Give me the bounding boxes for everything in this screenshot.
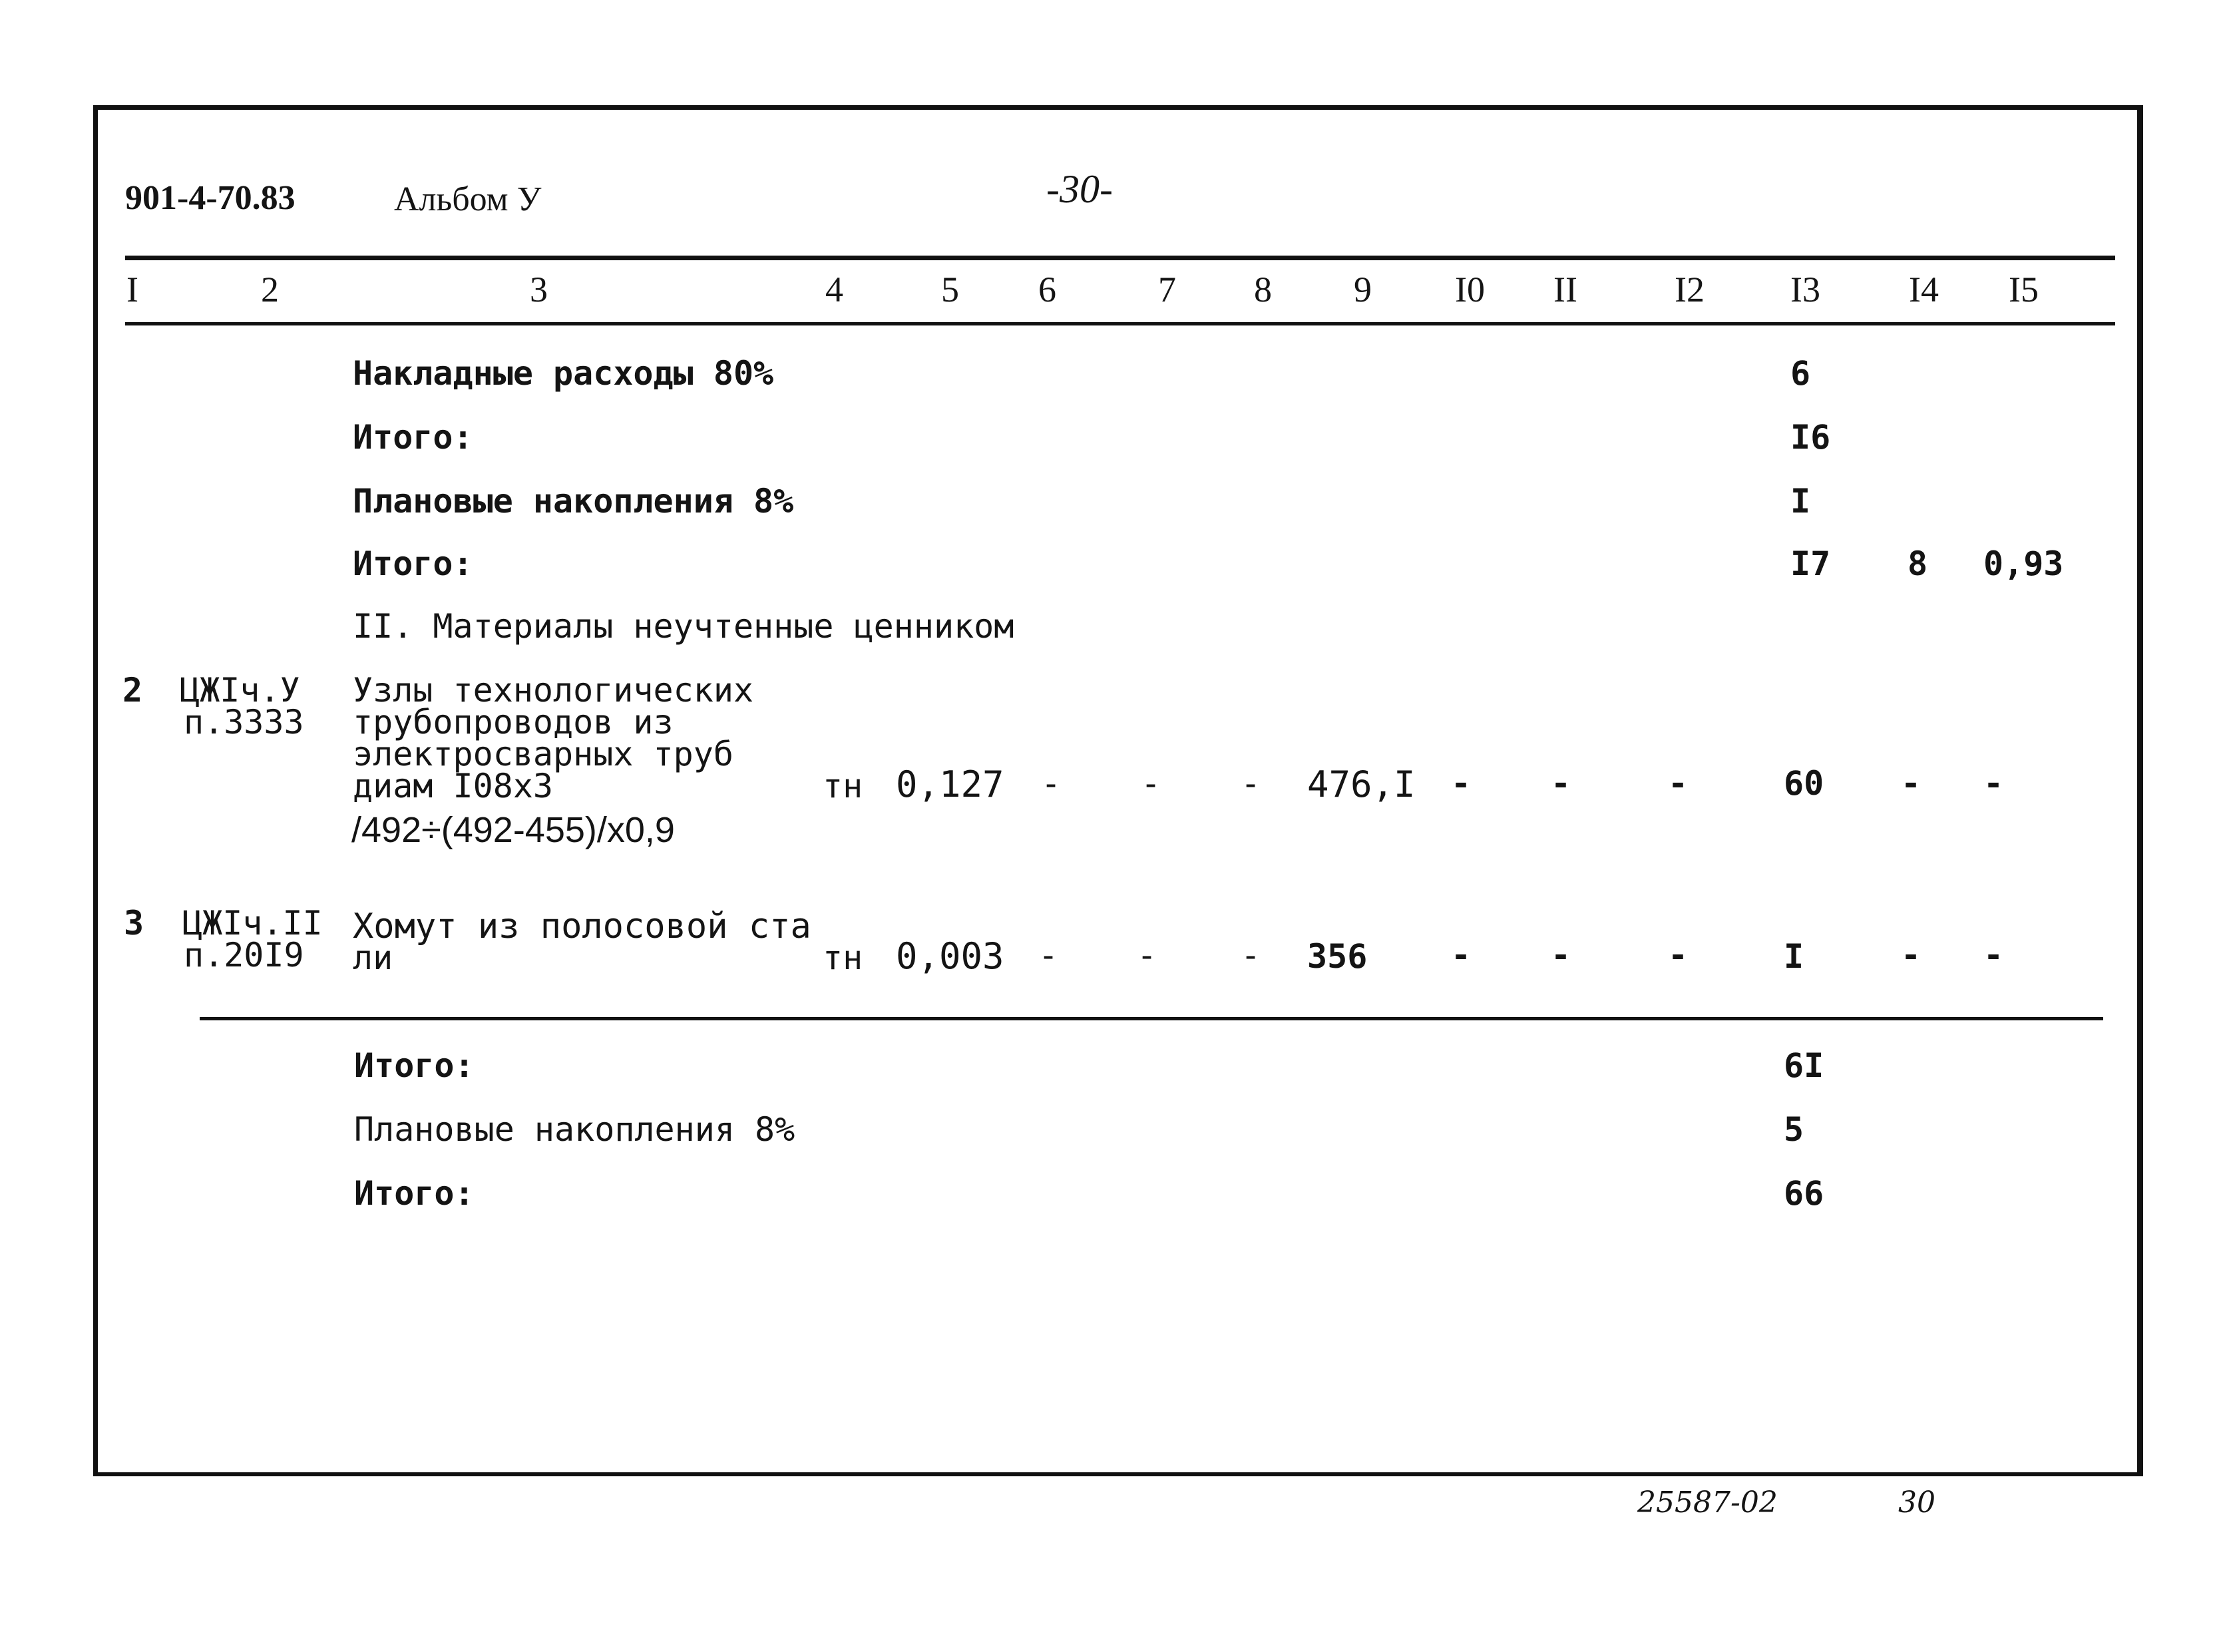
item-2-price: 476,I bbox=[1307, 763, 1416, 805]
col-7: 7 bbox=[1158, 270, 1176, 310]
overhead-label: Накладные расходы 80% bbox=[353, 354, 774, 393]
col-11: II bbox=[1553, 270, 1577, 310]
item-2-c7: - bbox=[1141, 764, 1161, 803]
col-12: I2 bbox=[1675, 270, 1705, 310]
subtotal-1-label: Итого: bbox=[353, 418, 473, 457]
item-2-c8: - bbox=[1241, 764, 1261, 803]
item-2-c15: - bbox=[1983, 764, 2004, 803]
col-9: 9 bbox=[1354, 270, 1372, 310]
col-14: I4 bbox=[1909, 270, 1939, 310]
subtotal-4-c13: 66 bbox=[1784, 1174, 1824, 1213]
subtotal-2-c14: 8 bbox=[1908, 544, 1928, 583]
item-3-qty: 0,003 bbox=[896, 935, 1004, 977]
item-2-code-line2: п.3333 bbox=[184, 703, 304, 741]
overhead-c13: 6 bbox=[1790, 354, 1811, 393]
item-2-c14: - bbox=[1901, 764, 1921, 803]
item-3-c10: - bbox=[1451, 936, 1472, 974]
item-3-unit: тн bbox=[823, 938, 863, 977]
item-2-unit: тн bbox=[823, 767, 863, 805]
subtotal-4-label: Итого: bbox=[354, 1174, 475, 1213]
item-2-desc-line2: трубопроводов из bbox=[353, 703, 674, 741]
item-3-price: 356 bbox=[1307, 937, 1368, 976]
col-2: 2 bbox=[261, 270, 279, 310]
item-3-c6: - bbox=[1038, 936, 1059, 974]
inventory-number: 25587-02 bbox=[1637, 1486, 1778, 1520]
item-3-c12: - bbox=[1668, 936, 1689, 974]
item-2-desc-line1: Узлы технологических bbox=[353, 671, 754, 710]
item-3-code-line2: п.20I9 bbox=[184, 936, 304, 974]
col-1: I bbox=[126, 270, 138, 310]
col-3: 3 bbox=[530, 270, 548, 310]
col-8: 8 bbox=[1254, 270, 1272, 310]
items-rule bbox=[200, 1017, 2103, 1020]
col-6: 6 bbox=[1038, 270, 1056, 310]
item-2-formula: /492÷(492-455)/x0,9 bbox=[351, 810, 675, 850]
col-5: 5 bbox=[941, 270, 959, 310]
col-4: 4 bbox=[825, 270, 843, 310]
item-3-total: I bbox=[1784, 937, 1804, 976]
planned-savings-1-label: Плановые накопления 8% bbox=[353, 482, 794, 520]
album-label: Альбом У bbox=[394, 180, 542, 218]
subtotal-3-label: Итого: bbox=[354, 1046, 475, 1085]
subtotal-2-c15: 0,93 bbox=[1983, 544, 2064, 583]
section-title: II. Материалы неучтенные ценником bbox=[353, 607, 1014, 646]
item-3-c15: - bbox=[1983, 936, 2004, 974]
item-3-desc-line1: Хомут из полосовой ста bbox=[353, 907, 811, 946]
planned-savings-2-c13: 5 bbox=[1784, 1110, 1804, 1149]
item-2-c11: - bbox=[1551, 764, 1571, 803]
item-2-qty: 0,127 bbox=[896, 763, 1004, 805]
item-2-desc-line4: диам I08x3 bbox=[353, 767, 554, 805]
item-3-desc-line2: ли bbox=[353, 938, 393, 977]
item-2-c12: - bbox=[1668, 764, 1689, 803]
subtotal-3-c13: 6I bbox=[1784, 1046, 1824, 1085]
header-rule bbox=[125, 256, 2115, 260]
col-15: I5 bbox=[2009, 270, 2039, 310]
item-3-c8: - bbox=[1241, 936, 1261, 974]
col-10: I0 bbox=[1455, 270, 1485, 310]
planned-savings-1-c13: I bbox=[1790, 482, 1811, 520]
item-2-num: 2 bbox=[122, 671, 143, 710]
column-numbers-rule bbox=[125, 322, 2115, 325]
subtotal-1-c13: I6 bbox=[1790, 418, 1831, 457]
item-3-num: 3 bbox=[124, 904, 144, 942]
item-3-c11: - bbox=[1551, 936, 1571, 974]
item-3-c14: - bbox=[1901, 936, 1921, 974]
item-2-c6: - bbox=[1041, 764, 1062, 803]
page-number: -30- bbox=[1046, 167, 1113, 211]
item-3-c7: - bbox=[1137, 936, 1157, 974]
col-13: I3 bbox=[1790, 270, 1820, 310]
subtotal-2-label: Итого: bbox=[353, 544, 473, 583]
planned-savings-2-label: Плановые накопления 8% bbox=[354, 1110, 795, 1149]
item-3-code-line1: ЦЖIч.II bbox=[182, 904, 323, 942]
item-2-c10: - bbox=[1451, 764, 1472, 803]
item-2-code-line1: ЦЖIч.У bbox=[180, 671, 300, 710]
item-2-desc-line3: электросварных труб bbox=[353, 735, 733, 773]
doc-code: 901-4-70.83 bbox=[125, 179, 296, 217]
sheet-number: 30 bbox=[1898, 1486, 1935, 1520]
subtotal-2-c13: I7 bbox=[1790, 544, 1831, 583]
item-2-total: 60 bbox=[1784, 764, 1824, 803]
